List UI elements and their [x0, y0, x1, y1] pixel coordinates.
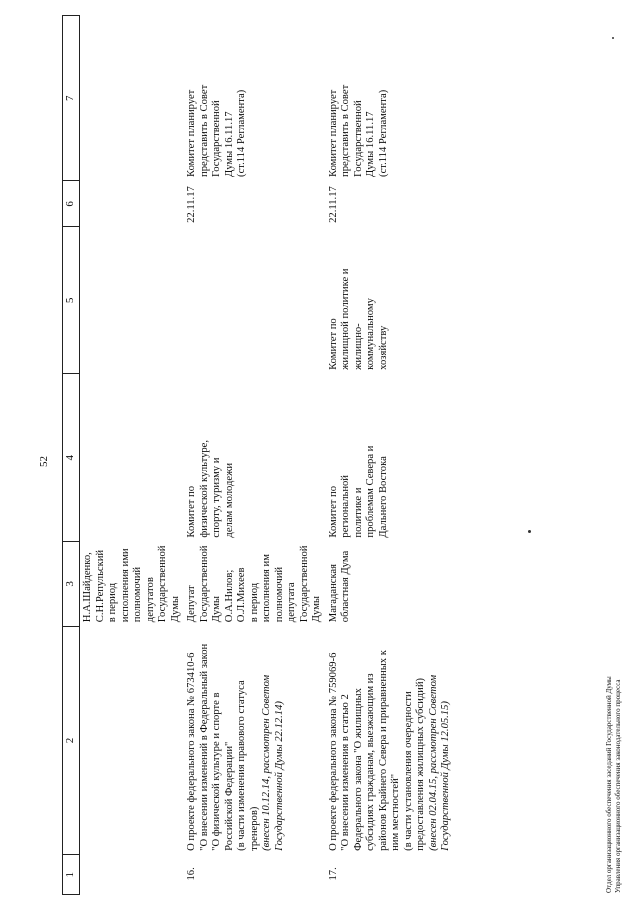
footer-line-1: Отдел организационного обеспечения заседаний Государственной Думы [605, 676, 613, 893]
row-number: 17. [327, 867, 339, 881]
co-committee-cell: Комитет по жилищной политике и жилищно- коммунальному хозяйству [327, 268, 389, 370]
agenda-table [62, 15, 455, 895]
header-col-1: 1 [63, 855, 80, 895]
initiators-cell: Магаданская областная Дума [327, 550, 351, 623]
header-col-4: 4 [63, 374, 80, 542]
table-row-continued [80, 16, 185, 895]
plan-cell: Комитет планирует представить в Совет Государственной Думы 16.11.17 (ст.114 Регламента) [327, 84, 389, 177]
initiators-cell: Депутат Государственной Думы О.А.Нилов; О.Л.Михеев в период исполнения им полномочий депутата Государственной Думы [186, 545, 322, 623]
committee-cell: Комитет по региональной политике и проблемам Севера и Дальнего Востока [327, 445, 389, 538]
footer-line-2: Управления организационного обеспечения законодательного процесса [613, 679, 622, 893]
page-number: 52 [38, 456, 50, 467]
row-number: 16. [186, 867, 197, 881]
bill-title-cell: О проекте федерального закона № 759069-6 "О внесении изменения в статью 2 Федерального закона "О жилищных субсидиях гражданам, выезжающим из районов Крайнего Севера и приравненных к ним местностей" (в части установления очередности предоставления жилищных субсидий) (внесен 02.04.15, рассмотрен Советом Государственной Думы 12.05.15) [327, 650, 451, 851]
plan-cell: Комитет планирует представить в Совет Государственной Думы 16.11.17 (ст.114 Регламента) [186, 84, 247, 177]
bill-title-cell: О проекте федерального закона № 673410-6 "О внесении изменений в Федеральный закон "О физической культуре и спорте в Российской Федерации" (в части изменения правового статуса тренеров) (внесен 10.12.14, рассмотрен Советом Государственной Думы 22.12.14) [186, 643, 285, 851]
footer [605, 676, 623, 893]
header-col-6: 6 [63, 181, 80, 227]
header-col-2: 2 [63, 626, 80, 855]
header-col-7: 7 [63, 16, 80, 181]
scan-speck [528, 530, 531, 533]
header-col-5: 5 [63, 227, 80, 374]
committee-cell: Комитет по физической культуре, спорту, туризму и делам молодежи [186, 439, 235, 538]
table-row [326, 16, 455, 895]
initiators-cell: Н.А.Шайденко, С.Н.Репульский в период исполнения ими полномочий депутатов Государственной Думы [82, 545, 181, 623]
scan-speck [612, 37, 614, 39]
date-cell: 22.11.17 [186, 186, 197, 223]
co-committee-cell [184, 227, 326, 374]
header-col-3: 3 [63, 542, 80, 627]
date-cell: 22.11.17 [327, 186, 339, 223]
table-row [184, 16, 326, 895]
table-header-row [63, 16, 80, 895]
